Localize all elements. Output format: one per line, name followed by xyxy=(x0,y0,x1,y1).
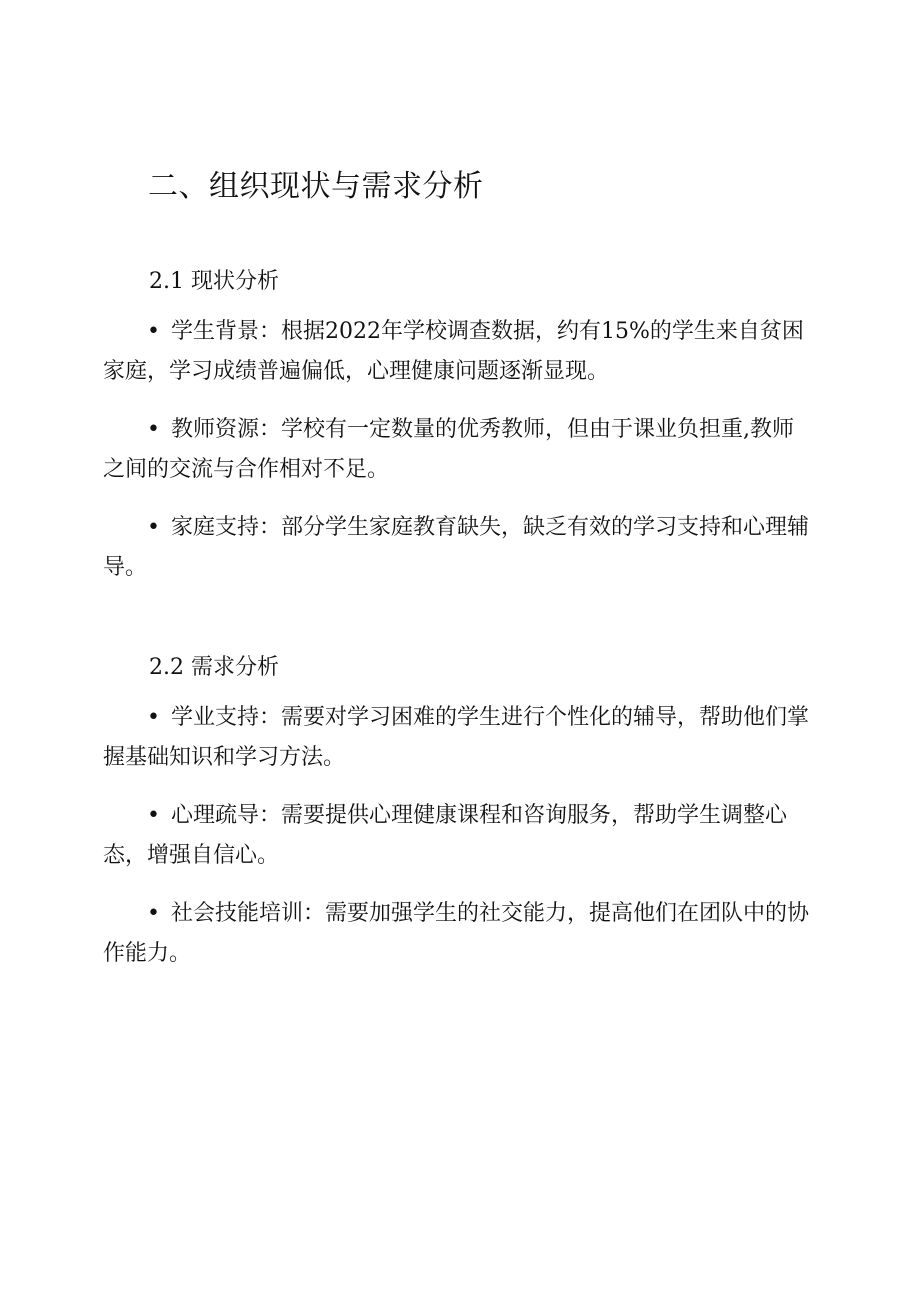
list-item xyxy=(103,796,813,876)
section-title: 二、组织现状与需求分析 xyxy=(148,169,484,204)
list-item xyxy=(103,508,813,588)
list-item xyxy=(103,894,813,974)
list-item-text: 教师资源：学校有一定数量的优秀教师，但由于课业负担重,教师之间的交流与合作相对不足。 xyxy=(103,417,794,482)
bullet-icon: • xyxy=(147,803,160,828)
subsection-heading: 2.2 需求分析 xyxy=(149,655,279,680)
bullet-icon: • xyxy=(147,901,160,926)
bullet-icon: • xyxy=(147,515,160,540)
list-item-text: 学生背景：根据2022年学校调查数据，约有15%的学生来自贫困家庭，学习成绩普遍偏低，心理健康问题逐渐显现。 xyxy=(103,319,804,384)
bullet-icon: • xyxy=(147,417,160,442)
subsection-needs-analysis xyxy=(103,648,813,992)
bullet-list xyxy=(103,698,813,974)
list-item-text: 学业支持：需要对学习困难的学生进行个性化的辅导，帮助他们掌握基础知识和学习方法。 xyxy=(103,705,810,770)
bullet-list xyxy=(103,312,813,588)
list-item-text: 社会技能培训：需要加强学生的社交能力，提高他们在团队中的协作能力。 xyxy=(103,901,810,966)
bullet-icon: • xyxy=(147,705,160,730)
list-item xyxy=(103,312,813,392)
list-item-text: 心理疏导：需要提供心理健康课程和咨询服务，帮助学生调整心态，增强自信心。 xyxy=(103,803,788,868)
list-item xyxy=(103,410,813,490)
subsection-heading: 2.1 现状分析 xyxy=(149,269,279,294)
list-item xyxy=(103,698,813,778)
subsection-current-status xyxy=(103,262,813,606)
list-item-text: 家庭支持：部分学生家庭教育缺失，缺乏有效的学习支持和心理辅导。 xyxy=(103,515,810,580)
bullet-icon: • xyxy=(147,319,160,344)
